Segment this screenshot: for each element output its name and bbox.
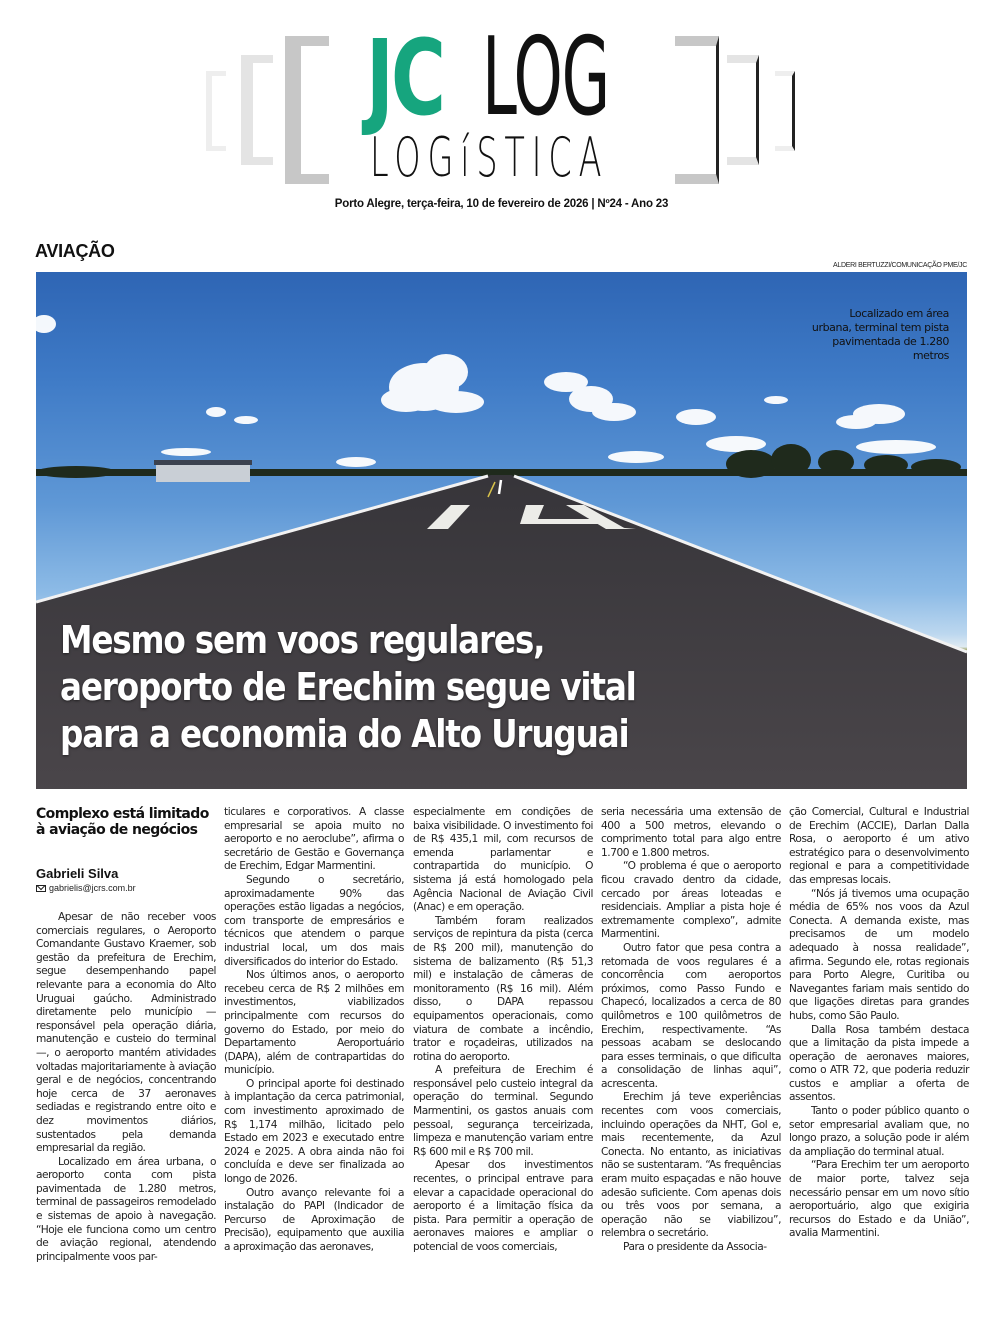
- author-name: Gabrieli Silva: [36, 866, 119, 881]
- bracket-decoration-right-outer: [775, 71, 795, 151]
- article-column-1: [36, 911, 216, 1264]
- masthead: [0, 0, 1003, 220]
- article-column-2: [224, 806, 404, 1255]
- paragraph: Erechim já teve experiências recentes com voos comerciais, incluindo operações da NHT, Gol e, mais recentemente, da Azul Conecta. No entanto, as iniciativas não se sustentaram. “As frequências eram muito espaçadas e não houve adesão suficiente. Com apenas dois ou três voos por semana, a operação não se viabilizou”, relembra o secretário.: [601, 1091, 781, 1240]
- paragraph: Tanto o poder público quanto o setor empresarial avaliam que, no longo prazo, a solução pode ir além da ampliação do terminal atual.: [789, 1105, 969, 1158]
- paragraph: ticulares e corporativos. A classe empresarial se apoia muito no aeroporto e no aeroclube”, afirma o secretário de Gestão e Governança de Erechim, Edgar Marmentini.: [224, 806, 404, 873]
- author-email-line: [36, 883, 136, 893]
- runway-photo: [36, 272, 967, 789]
- article-column-3: [413, 806, 593, 1255]
- article-column-5: [789, 806, 969, 1241]
- paragraph: seria necessária uma extensão de 400 a 500 metros, elevando o comprimento total para algo entre 1.700 e 1.800 metros.: [601, 806, 781, 859]
- paragraph: especialmente em condições de baixa visibilidade. O investimento foi de R$ 435,1 mil, com recursos de emenda parlamentar e contrapartida do município. O sistema já está homologado pela Agência Nacional de Aviação Civil (Anac) e em operação.: [413, 806, 593, 914]
- logo: [366, 15, 701, 140]
- subheadline: Complexo está limitado à aviação de negócios: [36, 806, 209, 838]
- logo-jc: JC: [366, 17, 444, 139]
- paragraph: “Para Erechim ter um aeroporto de maior porte, talvez seja necessário pensar em um novo sítio aeroportuário, algo que exigiria recursos do Estado e da União”, avalia Marmentini.: [789, 1159, 969, 1240]
- paragraph: “Nós já tivemos uma ocupação média de 65% nos voos da Azul Conecta. A demanda existe, mas precisamos de um modelo adequado à nossa realidade”, afirma. Segundo ele, rotas regionais para Porto Alegre, Curitiba ou Navegantes fariam mais sentido do que ligações diretas para grandes hubs, como São Paulo.: [789, 887, 969, 1022]
- paragraph: Dalla Rosa também destaca que a limitação da pista impede a operação de aeronaves maiores, como o ATR 72, que poderia reduzir custos e ampliar a oferta de assentos.: [789, 1023, 969, 1104]
- bracket-decoration-left-middle: [241, 55, 273, 165]
- headline: Mesmo sem voos regulares, aeroporto de Erechim segue vital para a economia do Alto Uruguai: [60, 618, 636, 756]
- bracket-decoration-right-middle: [727, 55, 759, 165]
- bracket-decoration-left-outer: [206, 71, 226, 151]
- section-label: AVIAÇÃO: [35, 241, 115, 261]
- hangar: [154, 460, 252, 482]
- paragraph: Outro avanço relevante foi a instalação do PAPI (Indicador de Percurso de Aproximação de Precisão), equipamento que auxilia a aproximação das aeronaves,: [224, 1186, 404, 1253]
- paragraph: “O problema é que o aeroporto ficou cravado dentro da cidade, cercado por áreas loteadas e residenciais. Ampliar a pista hoje é extremamente complexo”, admite Marmentini.: [601, 860, 781, 941]
- paragraph: Apesar dos investimentos recentes, o principal entrave para elevar a capacidade operacional do aeroporto é a limitação física da pista. Para permitir a operação de aeronaves maiores e ampliar o potencial de voos comerciais,: [413, 1159, 593, 1253]
- paragraph: O principal aporte foi destinado à implantação da cerca patrimonial, com investimento aproximado de R$ 1,174 milhão, licitado pelo Estado em 2023 e executado entre 2024 e 2025. A obra ainda não foi concluída e deve ser finalizada ao longo de 2026.: [224, 1077, 404, 1186]
- paragraph: Para o presidente da Associa-: [623, 1241, 767, 1253]
- paragraph: Localizado em área urbana, o aeroporto conta com pista pavimentada de 1.280 metros, terminal de passageiros remodelado e sistemas de apoio à navegação. “Hoje ele funciona como um centro de aviação regional, atendendo principalmente voos par-: [36, 1155, 216, 1263]
- paragraph: ção Comercial, Cultural e Industrial de Erechim (ACCIE), Darlan Dalla Rosa, o aeroporto é um ativo estratégico para o desenvolvimento regional e para a competitividade das empresas locais.: [789, 806, 969, 886]
- article-column-4: [601, 806, 781, 1255]
- clouds: [36, 315, 936, 467]
- paragraph: Segundo o secretário, aproximadamente 90% das operações estão ligadas a negócios, com transporte de empresários e técnicos que atendem o parque industrial local, um dos mais diversificados do interior do Estado.: [224, 873, 404, 968]
- paragraph: A prefeitura de Erechim é responsável pelo custeio integral da operação do terminal. Segundo Marmentini, os gastos anuais com pessoal, segurança terceirizada, limpeza e manutenção variam entre R$ 600 mil e R$ 700 mil.: [413, 1064, 593, 1158]
- logo-subtitle: LOGíSTICA: [370, 126, 609, 189]
- photo-credit: ALDERI BERTUZZI/COMUNICAÇÃO PME/JC: [833, 262, 967, 269]
- paragraph: Outro fator que pesa contra a retomada de voos regulares é a concorrência com aeroportos próximos, como Passo Fundo e Chapecó, localizados a cerca de 80 quilômetros e 100 quilômetros de Erechim, respectivamente. “As pessoas acabam se deslocando para esses terminais, o que dificulta a consolidação de linhas aqui”, acrescenta.: [601, 941, 781, 1090]
- mail-icon: [36, 885, 46, 892]
- dateline: Porto Alegre, terça-feira, 10 de fevereiro de 2026 | Nº24 - Ano 23: [334, 198, 669, 210]
- logo-log: LOG: [482, 15, 610, 140]
- paragraph: Também foram realizados serviços de repintura da pista (cerca de R$ 200 mil), manutenção do sistema de balizamento (R$ 51,3 mil) e instalação de câmeras de monitoramento (R$ 16 mil). Além disso, o DAPA repassou equipamentos operacionais, como viatura de combate a incêndio, trator e roçadeiras, utilizados na rotina do aeroporto.: [413, 914, 593, 1063]
- bracket-decoration-left-inner: [285, 36, 329, 184]
- paragraph: Apesar de não receber voos comerciais regulares, o Aeroporto Comandante Gustavo Kraemer, sob gestão da prefeitura de Erechim, segue desempenhando papel relevante para a economia do Alto Uruguai gaúcho. Administrado diretamente pelo município — responsável pela operação diária, manutenção e custeio do terminal —, o aeroporto mantém atividades voltadas majoritariamente à aviação geral e de negócios, concentrando hoje cerca de 37 aeronaves sediadas e registrando entre oito e dez movimentos diários, sustentados pela demanda empresarial da região.: [36, 911, 216, 1155]
- paragraph: Nos últimos anos, o aeroporto recebeu cerca de R$ 2 milhões em investimentos, viabilizados principalmente com recursos do governo do Estado, por meio do Departamento Aeroportuário (DAPA), além de contrapartidas do município.: [224, 969, 404, 1077]
- author-email[interactable]: gabrielis@jcrs.com.br: [49, 883, 136, 893]
- photo-caption: Localizado em área urbana, terminal tem pista pavimentada de 1.280 metros: [811, 307, 949, 362]
